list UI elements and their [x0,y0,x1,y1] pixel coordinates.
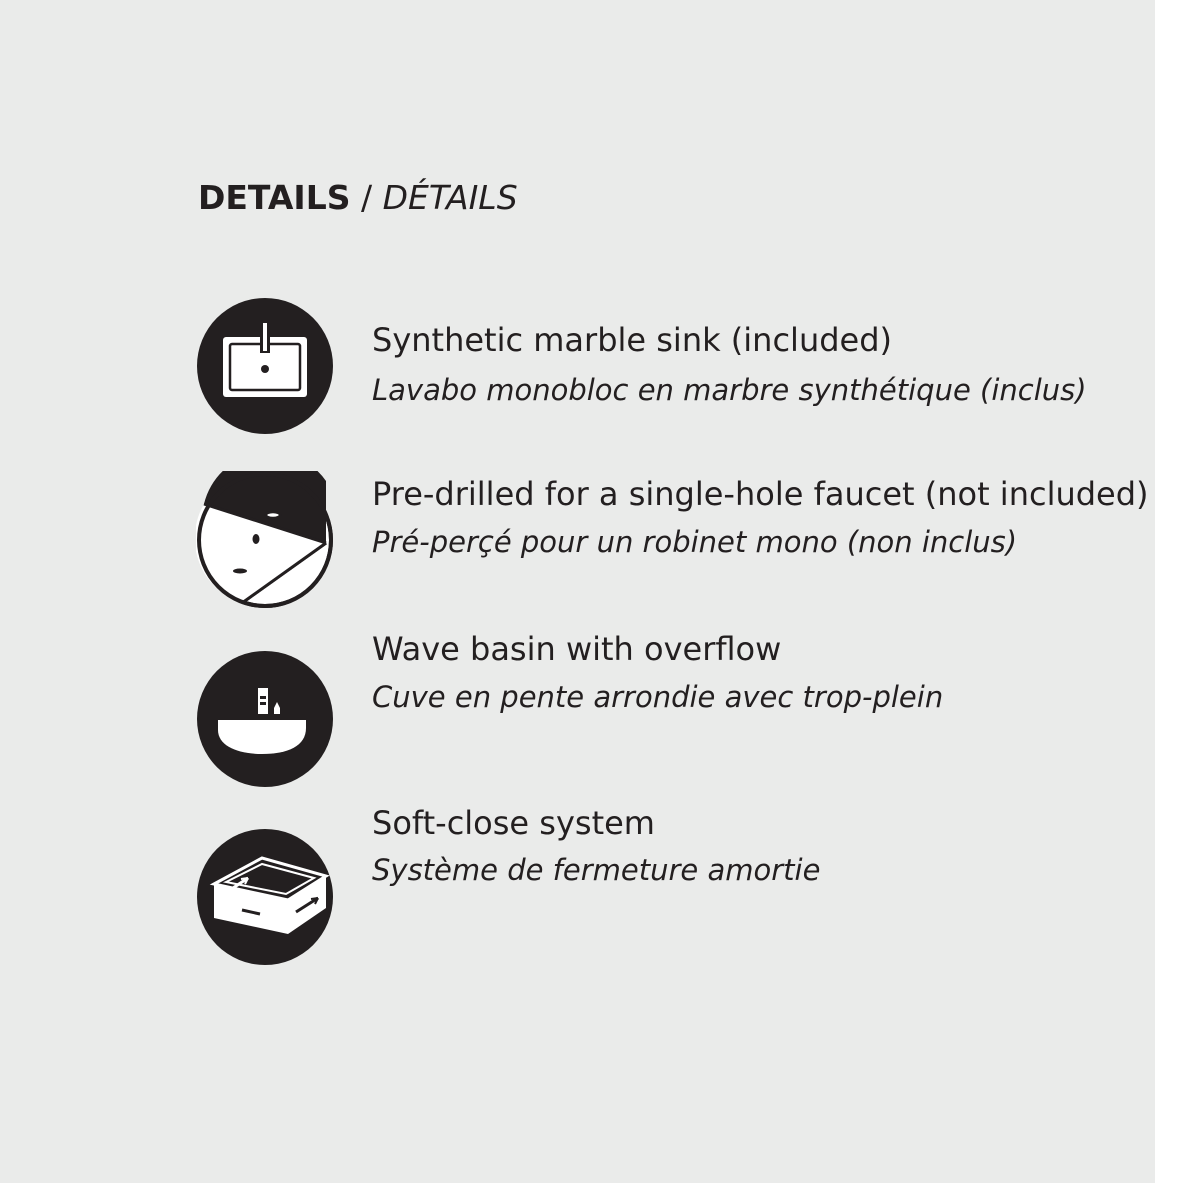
sink-icon [196,297,334,435]
item-fr-text: Cuve en pente arrondie avec trop-plein [372,680,944,714]
heading-separator: / [350,178,383,217]
item-fr-text: Lavabo monobloc en marbre synthétique (inclus) [372,373,1087,407]
wave-basin-icon [196,650,334,788]
drawer-icon [196,828,334,966]
section-heading [198,178,518,217]
faucet-hole-icon [196,471,334,609]
item-fr-text: Pré-perçé pour un robinet mono (non inclus) [372,525,1018,559]
heading-en: DETAILS [198,178,351,217]
item-fr-text: Système de fermeture amortie [372,853,821,887]
item-en-text: Synthetic marble sink (included) [372,321,893,359]
item-en-text: Pre-drilled for a single-hole faucet (not included) [372,475,1149,513]
heading-fr: DÉTAILS [382,178,518,217]
item-en-text: Soft-close system [372,804,655,842]
item-en-text: Wave basin with overflow [372,630,782,668]
